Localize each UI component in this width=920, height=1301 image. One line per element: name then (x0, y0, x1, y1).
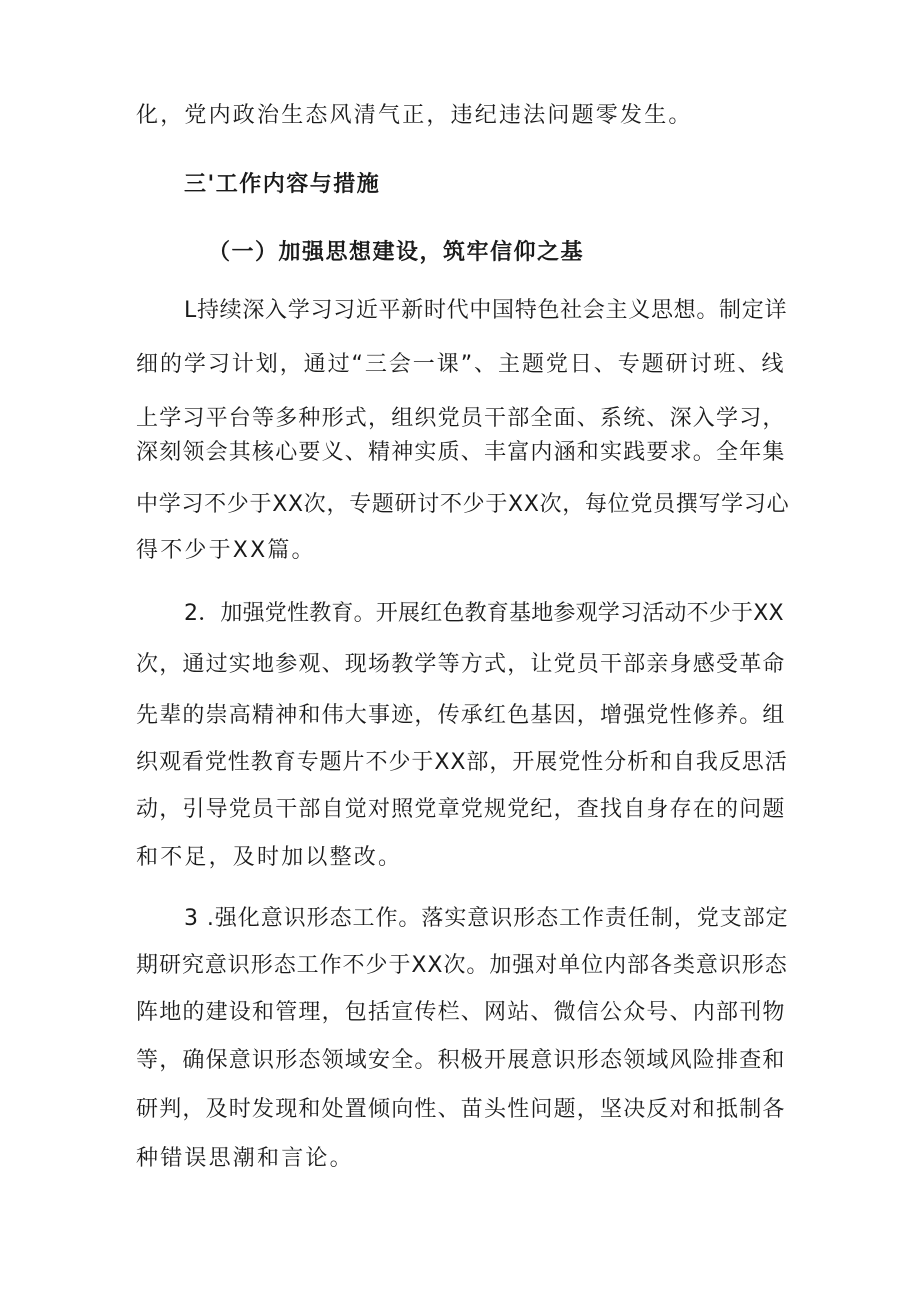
paragraph-1-line-4: 深刻领会其核心要义、精神实质、丰富内涵和实践要求。全年集 (136, 440, 786, 465)
paragraph-2-line-3: 先辈的崇高精神和伟大事迹，传承红色基因，增强党性修养。组 (136, 703, 786, 728)
paragraph-3-line-4: 等，确保意识形态领域安全。积极开展意识形态领域风险排查和 (136, 1048, 786, 1073)
paragraph-3-line-6: 种错误思潮和言论。 (136, 1146, 354, 1171)
paragraph-2-line-6: 和不足，及时加以整改。 (136, 845, 403, 870)
paragraph-1-line-5: 中学习不少于XX次，专题研讨不少于XX次，每位党员撰写学习心 (136, 492, 790, 517)
paragraph-3-line-3: 阵地的建设和管理，包括宣传栏、网站、微信公众号、内部刊物 (136, 1000, 786, 1025)
intro-tail-line: 化，党内政治生态风清气正，违纪违法问题零发生。 (136, 103, 693, 128)
subsection-heading: （一）加强思想建设，筑牢信仰之基 (208, 240, 585, 265)
paragraph-1-line-2: 细的学习计划，通过“三会一课”、主题党日、专题研讨班、线 (136, 352, 786, 377)
paragraph-3-line-1: 3 .强化意识形态工作。落实意识形态工作责任制，党支部定 (184, 906, 789, 931)
paragraph-3-line-2: 期研究意识形态工作不少于XX次。加强对单位内部各类意识形态 (136, 953, 788, 978)
paragraph-1-line-6: 得不少于XX篇。 (136, 538, 316, 563)
paragraph-2-line-1: 2．加强党性教育。开展红色教育基地参观学习活动不少于XX (184, 601, 784, 626)
paragraph-1-line-3: 上学习平台等多种形式，组织党员干部全面、系统、深入学习， (136, 406, 786, 431)
paragraph-2-line-5: 动，引导党员干部自觉对照党章党规党纪，查找自身存在的问题 (136, 797, 786, 822)
paragraph-2-line-2: 次，通过实地参观、现场教学等方式，让党员干部亲身感受革命 (136, 652, 786, 677)
paragraph-3-line-5: 研判，及时发现和处置倾向性、苗头性问题，坚决反对和抵制各 (136, 1097, 786, 1122)
paragraph-2-line-4: 织观看党性教育专题片不少于XX部，开展党性分析和自我反思活 (136, 750, 788, 775)
paragraph-1-line-1: L持续深入学习习近平新时代中国特色社会主义思想。制定详 (184, 298, 788, 323)
section-heading: 三'工作内容与措施 (184, 172, 381, 197)
